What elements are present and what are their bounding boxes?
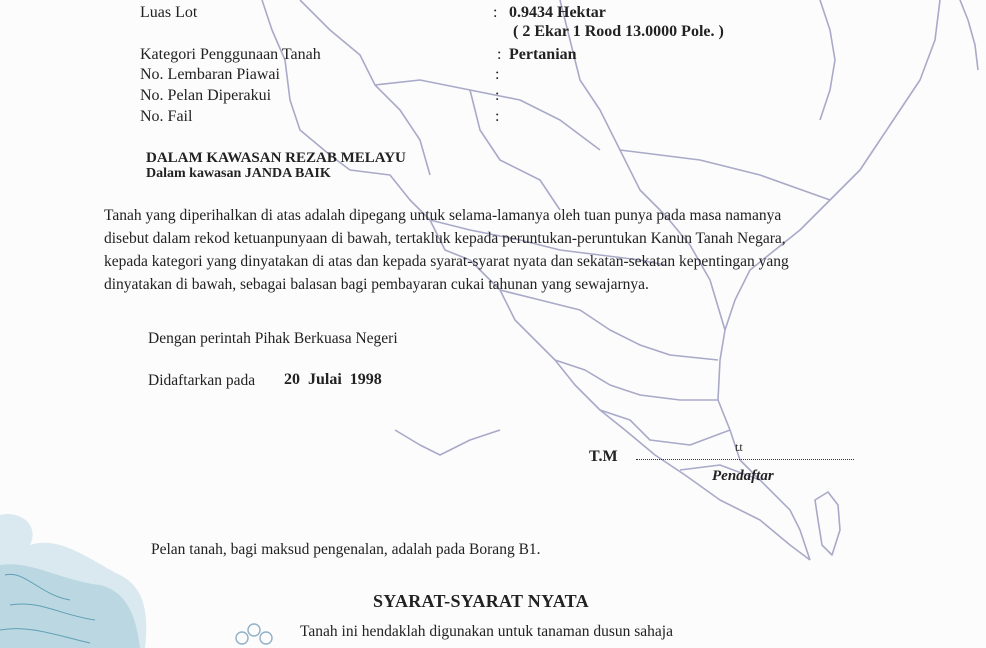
colon: : xyxy=(495,66,500,83)
ornament-rings-icon xyxy=(232,618,292,648)
signature-mark: t.t xyxy=(735,440,742,454)
signature-line xyxy=(636,445,854,460)
fail-label: No. Fail xyxy=(140,108,193,125)
reserve-subtitle: Dalam kawasan JANDA BAIK xyxy=(146,166,331,181)
kategori-value: Pertanian xyxy=(509,46,577,63)
authority-order: Dengan perintah Pihak Berkuasa Negeri xyxy=(148,330,398,347)
stamp-corner-watermark xyxy=(0,505,160,648)
conditions-heading: SYARAT-SYARAT NYATA xyxy=(373,591,589,611)
paragraph-line: Tanah yang diperihalkan di atas adalah dipegang untuk selama-lamanya oleh tuan punya pada masa namanya xyxy=(104,207,782,224)
pelan-label: No. Pelan Diperakui xyxy=(140,87,272,104)
paragraph-line: kepada kategori yang dinyatakan di atas dan kepada syarat-syarat nyata dan sekatan-sekatan kepentingan yang xyxy=(104,253,789,270)
plan-note: Pelan tanah, bagi maksud pengenalan, adalah pada Borang B1. xyxy=(151,541,541,558)
lembaran-label: No. Lembaran Piawai xyxy=(140,66,280,83)
paragraph-line: disebut dalam rekod ketuanpunyaan di bawah, tertakluk kepada peruntukan-peruntukan Kanun Tanah Negara, xyxy=(104,230,786,247)
tm-label: T.M xyxy=(589,448,618,465)
kategori-label: Kategori Penggunaan Tanah xyxy=(140,46,321,63)
colon: : xyxy=(495,87,500,104)
colon: : xyxy=(495,108,500,125)
luas-lot-equivalent: ( 2 Ekar 1 Rood 13.0000 Pole. ) xyxy=(513,23,724,40)
registered-label: Didaftarkan pada xyxy=(148,372,256,389)
colon: : xyxy=(497,46,502,63)
reserve-title: DALAM KAWASAN REZAB MELAYU xyxy=(146,150,406,166)
condition-line: Tanah ini hendaklah digunakan untuk tanaman dusun sahaja xyxy=(300,623,673,640)
luas-lot-label: Luas Lot xyxy=(140,4,198,21)
luas-lot-value: 0.9434 Hektar xyxy=(509,4,606,21)
tenure-paragraph xyxy=(104,204,874,296)
registrar-label: Pendaftar xyxy=(712,468,774,484)
registered-date: 20 Julai 1998 xyxy=(284,371,382,388)
paragraph-line: dinyatakan di bawah, sebagai balasan bagi pembayaran cukai tahunan yang sewajarnya. xyxy=(104,276,649,293)
colon: : xyxy=(493,4,498,21)
